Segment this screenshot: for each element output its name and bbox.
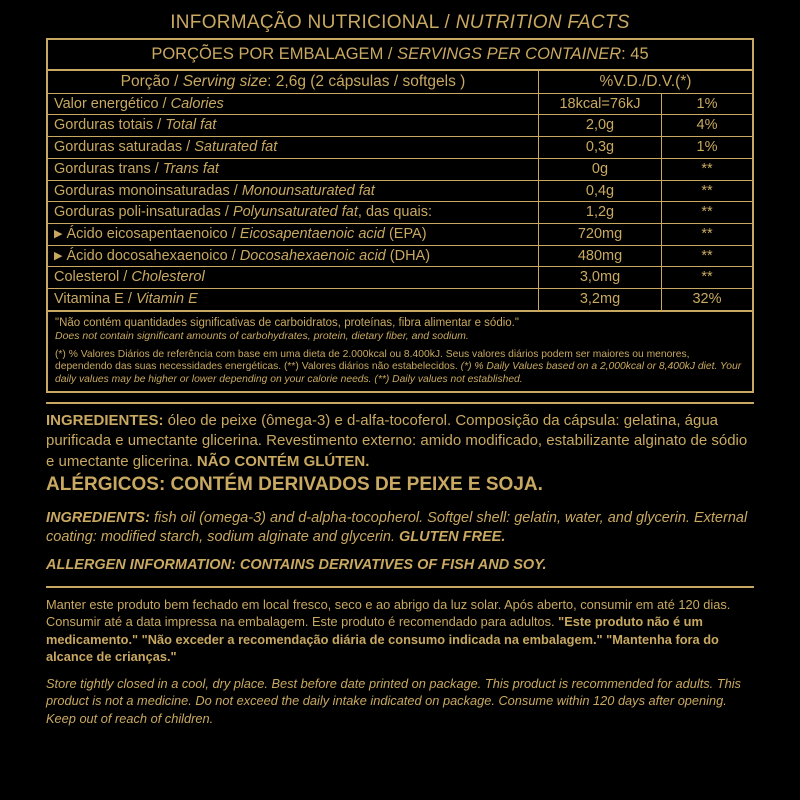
daily-value-header: %V.D./D.V.(*) xyxy=(539,71,753,93)
nutrition-table xyxy=(48,71,752,310)
nutrient-name-pt: Gorduras totais xyxy=(54,117,154,134)
nutrient-name-pt: Gorduras poli-insaturadas xyxy=(54,204,221,221)
table-row xyxy=(48,245,752,267)
servings-label-pt: PORÇÕES POR EMBALAGEM xyxy=(151,45,384,63)
nutrient-name-pt: Ácido eicosapentaenoico xyxy=(66,225,228,242)
nutrient-value: 3,2mg xyxy=(539,288,662,309)
nutrient-name-en: Eicosapentaenoic acid xyxy=(239,225,385,242)
table-row xyxy=(48,93,752,115)
nutrient-name: Gorduras trans / Trans fat xyxy=(48,158,539,180)
nutrient-name-pt: Gorduras monoinsaturadas xyxy=(54,182,230,199)
nutrient-name: ▶ Ácido eicosapentaenoico / Eicosapentaenoic acid (EPA) xyxy=(48,223,539,245)
daily-value-note xyxy=(48,346,752,391)
nutrient-name-pt: Gorduras saturadas xyxy=(54,139,183,156)
nutrient-suffix: , das quais: xyxy=(357,204,433,221)
nutrient-name-en: Total fat xyxy=(165,117,217,134)
ingredients-label-pt: INGREDIENTES: xyxy=(46,412,164,430)
nutrient-value: 0g xyxy=(539,158,662,180)
title-pt: INFORMAÇÃO NUTRICIONAL xyxy=(170,12,439,33)
nutrient-name-pt: Valor energético xyxy=(54,95,159,112)
servings-label-en: SERVINGS PER CONTAINER xyxy=(397,45,622,63)
nutrition-facts-box xyxy=(46,38,754,393)
bullet-arrow-icon: ▶ xyxy=(54,249,63,262)
servings-separator: / xyxy=(387,45,393,63)
serving-size-cell xyxy=(48,71,539,93)
dv-note-en: (*) % Daily Values based on a 2,000kcal or 8,400kJ diet. Your daily values may be higher or lower depending on your calorie needs. (**) Daily values not established. xyxy=(55,361,742,385)
nutrient-name-en: Calories xyxy=(170,95,224,112)
table-row xyxy=(48,267,752,289)
nutrient-value: 720mg xyxy=(539,223,662,245)
nutrient-value: 1,2g xyxy=(539,202,662,224)
nutrient-name-pt: Colesterol xyxy=(54,269,120,286)
nutrient-dv: ** xyxy=(662,267,753,289)
nutrient-dv: ** xyxy=(662,202,753,224)
ingredients-pt xyxy=(46,411,754,472)
bullet-arrow-icon: ▶ xyxy=(54,227,63,240)
nutrient-dv: 32% xyxy=(662,288,753,309)
divider-top xyxy=(46,402,754,404)
nutrient-suffix: (EPA) xyxy=(384,225,427,242)
nutrient-name: Gorduras saturadas / Saturated fat xyxy=(48,137,539,159)
nutrient-name-en: Cholesterol xyxy=(131,269,205,286)
nutrient-name: Valor energético / Calories xyxy=(48,93,539,115)
servings-per-container-row xyxy=(48,40,752,71)
servings-value: 45 xyxy=(630,45,649,63)
table-row xyxy=(48,223,752,245)
nutrient-value: 18kcal=76kJ xyxy=(539,93,662,115)
title-separator: / xyxy=(438,12,456,33)
nutrient-dv: 1% xyxy=(662,137,753,159)
nutrient-dv: ** xyxy=(662,223,753,245)
nutrient-suffix: (DHA) xyxy=(385,247,431,264)
nutrient-name: Vitamina E / Vitamin E xyxy=(54,290,198,307)
nutrient-name-pt: Vitamina E xyxy=(54,290,124,307)
nutrient-dv: ** xyxy=(662,245,753,267)
nutrient-name-en: Saturated fat xyxy=(194,139,278,156)
allergen-en: ALLERGEN INFORMATION: CONTAINS DERIVATIVES OF FISH AND SOY. xyxy=(46,556,547,573)
gluten-free-en: GLUTEN FREE. xyxy=(399,529,506,546)
nutrient-name: ▶ Ácido docosahexaenoico / Docosahexaenoic acid (DHA) xyxy=(48,245,539,267)
table-row xyxy=(48,202,752,224)
nutrient-dv: ** xyxy=(662,158,753,180)
nutrient-name-en: Monounsaturated fat xyxy=(241,182,375,199)
dv-note-pt: (*) % Valores Diários de referência com base em uma dieta de 2.000kcal ou 8.400kJ. Seus valores diários podem ser maiores ou menores, dependendo das suas necessidades energéticas. (**) Valores diários não estabelecidos. xyxy=(55,349,690,373)
allergen-pt: ALÉRGICOS: CONTÉM DERIVADOS DE PEIXE E SOJA. xyxy=(46,473,543,495)
nutrient-dv: 1% xyxy=(662,93,753,115)
table-row xyxy=(48,180,752,202)
nutrition-facts-title xyxy=(0,0,800,38)
nutrient-value: 2,0g xyxy=(539,115,662,137)
nutrition-footnote xyxy=(48,310,752,347)
table-row xyxy=(48,288,752,309)
nutrient-dv: 4% xyxy=(662,115,753,137)
footnote-pt: "Não contém quantidades significativas de carboidratos, proteínas, fibra alimentar e sódio." xyxy=(55,316,519,329)
serving-separator: / xyxy=(174,73,179,90)
serving-colon: : xyxy=(267,73,272,90)
nutrient-dv: ** xyxy=(662,180,753,202)
ingredients-text-pt: óleo de peixe (ômega-3) e d-alfa-tocoferol. Composição da cápsula: gelatina, água purificada e umectante glicerina. Revestimento externo: amido modificado, estabilizante alginato de sódio e umectante glicerina. xyxy=(46,412,748,470)
divider-bottom xyxy=(46,586,754,588)
ingredients-label-en: INGREDIENTS: xyxy=(46,509,150,526)
nutrient-name: Gorduras poli-insaturadas / Polyunsaturated fat, das quais: xyxy=(48,202,539,224)
nutrient-name-en: Trans fat xyxy=(162,160,219,177)
nutrient-name-en: Vitamin E xyxy=(135,290,198,307)
table-row xyxy=(48,137,752,159)
nutrient-name-en: Polyunsaturated fat xyxy=(232,204,358,221)
serving-size-value: 2,6g xyxy=(275,73,306,90)
table-row xyxy=(48,115,752,137)
serving-size-note: (2 cápsulas / softgels ) xyxy=(310,73,466,90)
ingredients-text-en: fish oil (omega-3) and d-alpha-tocopherol. Softgel shell: gelatin, water, and glycerin. External coating: modified starch, sodium alginate and glycerin. xyxy=(46,509,748,546)
nutrient-name-pt: Ácido docosahexaenoico xyxy=(66,247,228,264)
gluten-free-pt: NÃO CONTÉM GLÚTEN. xyxy=(196,452,370,470)
nutrient-name-pt: Gorduras trans xyxy=(54,160,151,177)
storage-instructions-en: Store tightly closed in a cool, dry place. Best before date printed on package. This product is recommended for adults. This product is not a medicine. Do not exceed the daily intake indicated on package. Consume within 120 days after opening. Keep out of reach of children. xyxy=(46,676,741,726)
storage-text-pt: Manter este produto bem fechado em local fresco, seco e ao abrigo da luz solar. Após aberto, consumir em até 120 dias. Consumir até a data impressa na embalagem. Este produto é recomendado para adultos. xyxy=(46,597,731,630)
servings-colon: : xyxy=(621,45,626,63)
nutrient-name: Gorduras monoinsaturadas / Monounsaturated fat xyxy=(48,180,539,202)
nutrient-value: 0,4g xyxy=(539,180,662,202)
title-en: NUTRITION FACTS xyxy=(455,12,630,33)
nutrient-name: Gorduras totais / Total fat xyxy=(48,115,539,137)
serving-label-en: Serving size xyxy=(182,73,268,90)
nutrient-name: Colesterol / Cholesterol xyxy=(48,267,539,289)
nutrient-value: 0,3g xyxy=(539,137,662,159)
table-row xyxy=(48,158,752,180)
serving-label-pt: Porção xyxy=(120,73,170,90)
ingredients-en xyxy=(46,509,754,548)
nutrient-value: 3,0mg xyxy=(539,267,662,289)
nutrition-table-body xyxy=(48,71,752,310)
nutrition-table-header-row xyxy=(48,71,752,93)
nutrient-name-en: Docosahexaenoic acid xyxy=(239,247,386,264)
nutrient-value: 480mg xyxy=(539,245,662,267)
storage-warning-pt: "Este produto não é um medicamento." "Não exceder a recomendação diária de consumo indicada na embalagem." "Mantenha fora do alcance de crianças." xyxy=(46,614,719,664)
storage-instructions-pt xyxy=(46,596,754,665)
footnote-en: Does not contain significant amounts of carbohydrates, protein, dietary fiber, and sodium. xyxy=(55,329,469,342)
